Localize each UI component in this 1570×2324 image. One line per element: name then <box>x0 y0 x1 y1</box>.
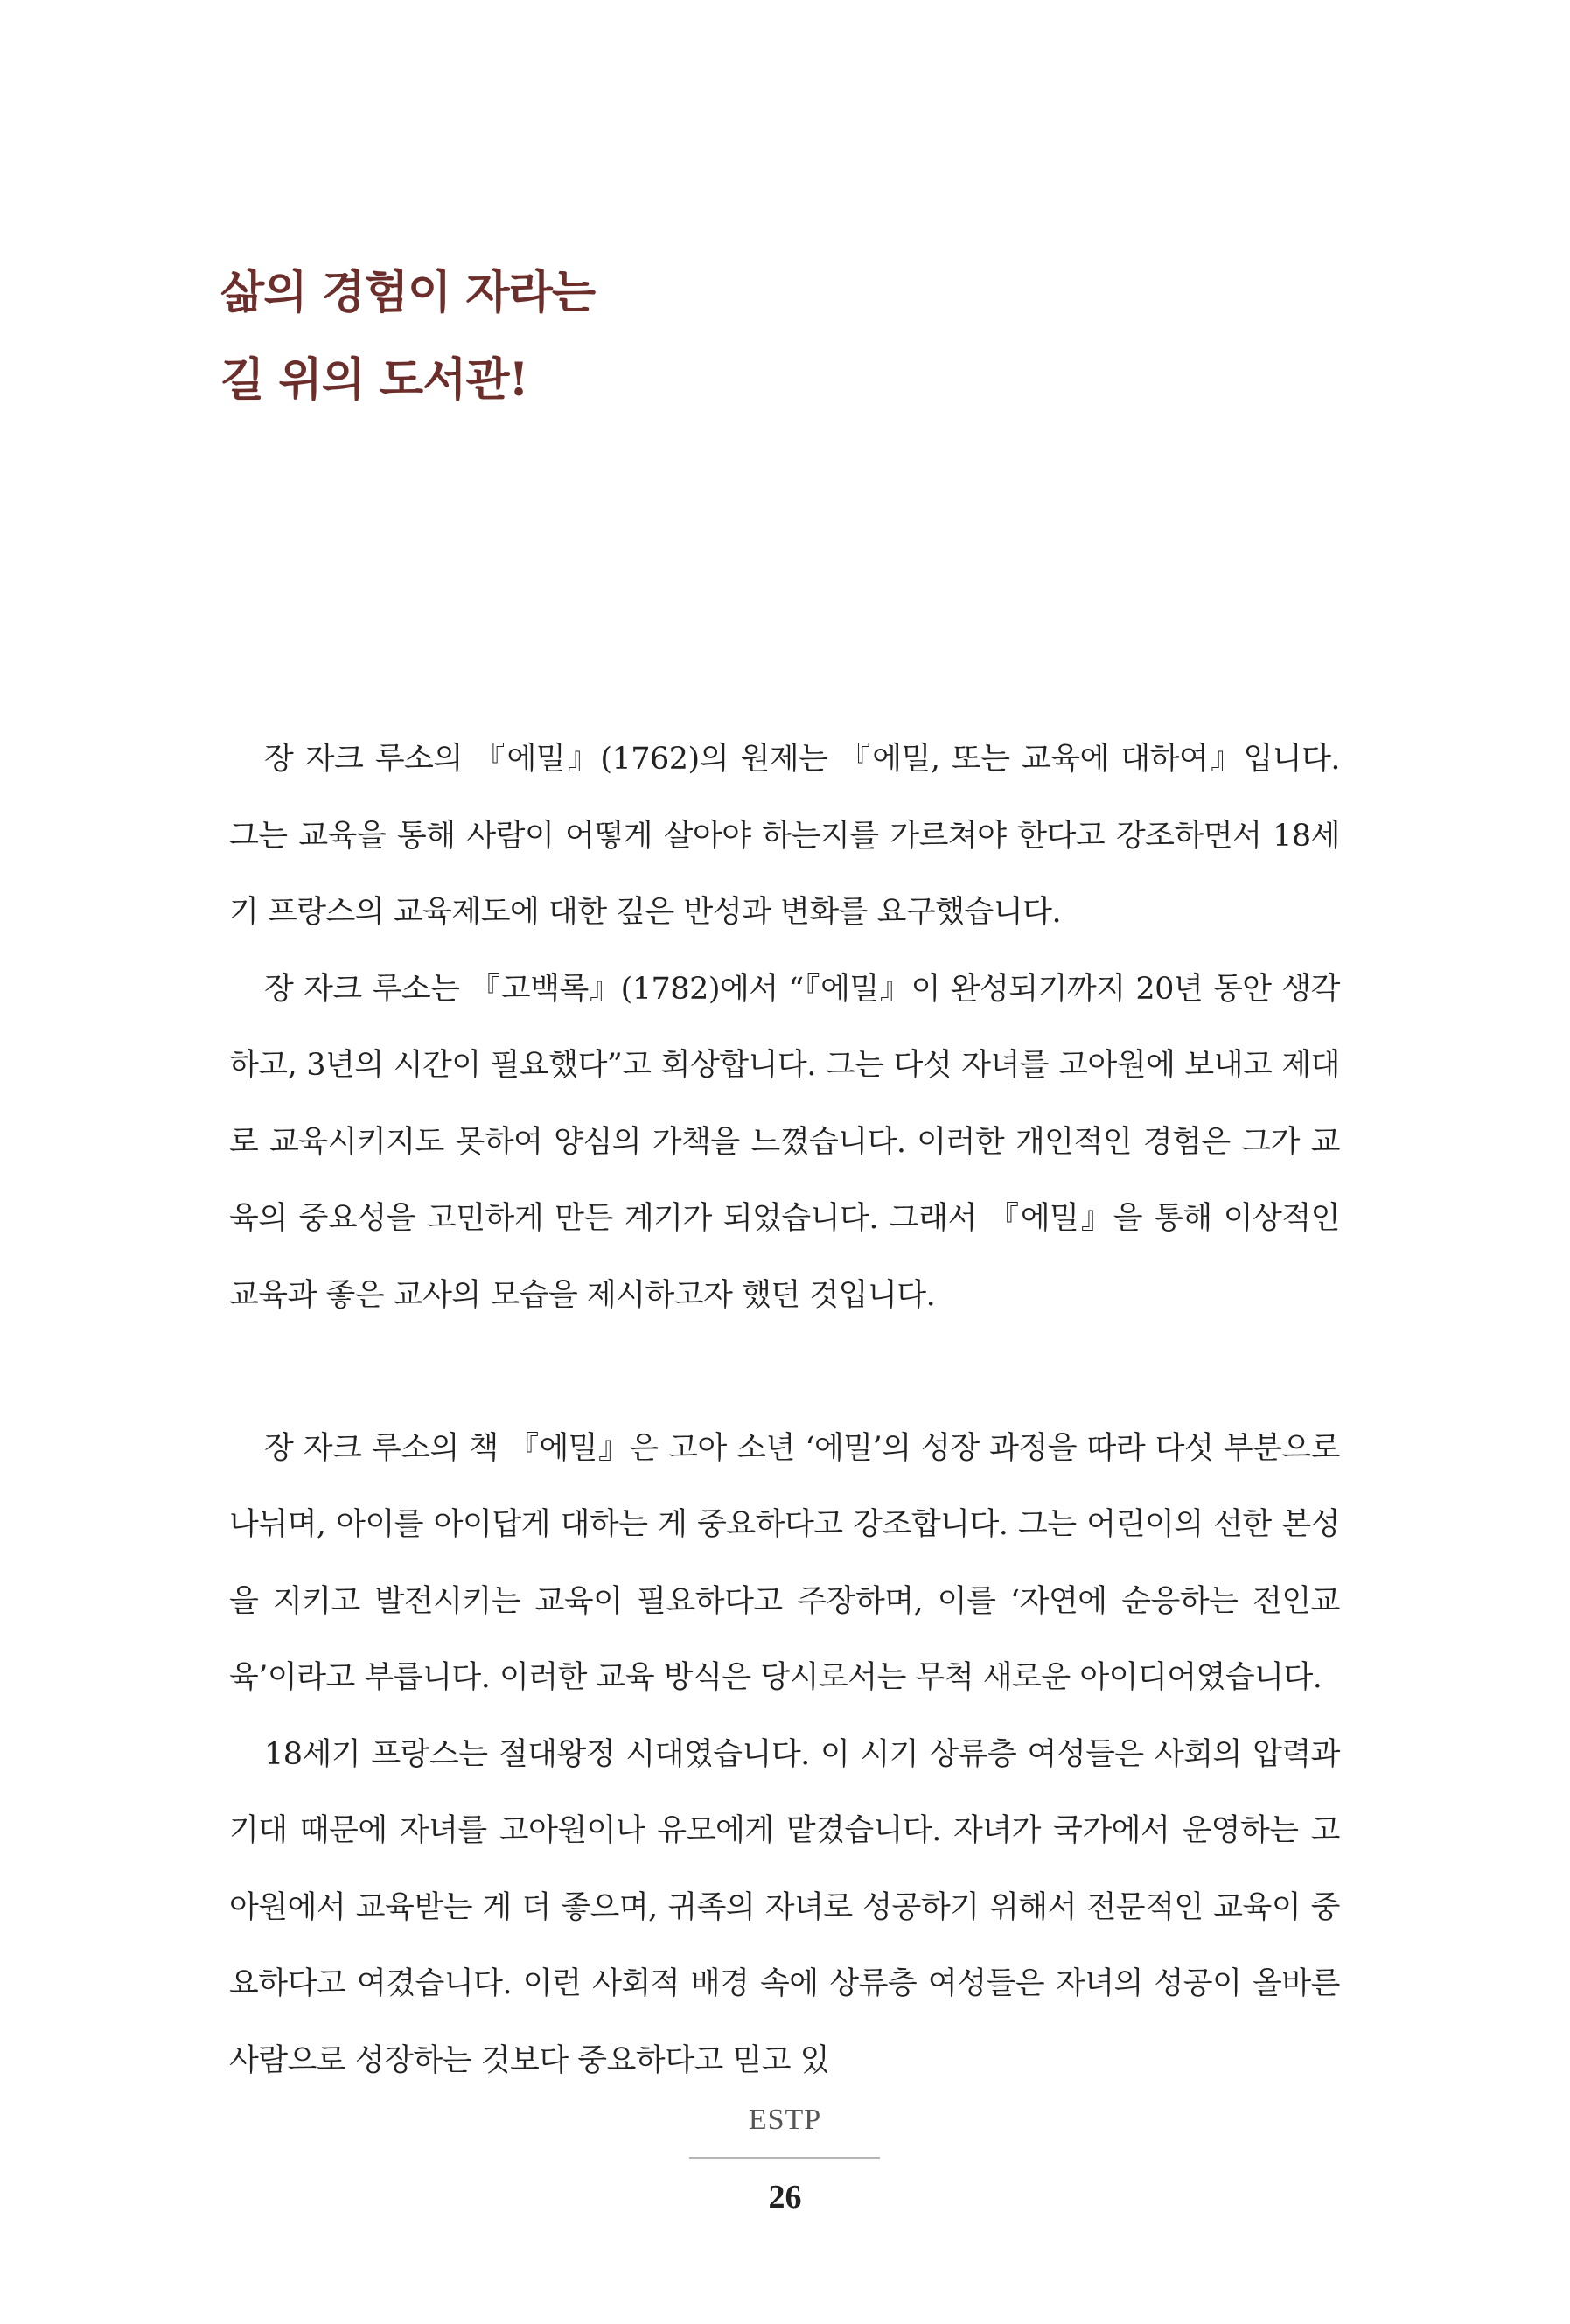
paragraph-4: 18세기 프랑스는 절대왕정 시대였습니다. 이 시기 상류층 여성들은 사회의 압력과 기대 때문에 자녀를 고아원이나 유모에게 맡겼습니다. 자녀가 국가에서 운영하는 고아원에서 교육받는 게 더 좋으며, 귀족의 자녀로 성공하기 위해서 전문적인 교육이 중요하다고 여겼습니다. 이런 사회적 배경 속에 상류층 여성들은 자녀의 성공이 올바른 사람으로 성장하는 것보다 중요하다고 믿고 있 <box>229 1736 1340 2078</box>
running-footer-label: ESTP <box>748 2104 822 2136</box>
footer-divider <box>689 2157 880 2159</box>
body-text <box>229 722 1340 2099</box>
paragraph-2: 장 자크 루소는 『고백록』(1782)에서 “『에밀』이 완성되기까지 20년 동안 생각하고, 3년의 시간이 필요했다”고 회상합니다. 그는 다섯 자녀를 고아원에 보내고 제대로 교육시키지도 못하여 양심의 가책을 느꼈습니다. 이러한 개인적인 경험은 그가 교육의 중요성을 고민하게 만든 계기가 되었습니다. 그래서 『에밀』을 통해 이상적인 교육과 좋은 교사의 모습을 제시하고자 했던 것입니다. <box>229 971 1340 1313</box>
paragraph-3: 장 자크 루소의 책 『에밀』은 고아 소년 ‘에밀’의 성장 과정을 따라 다섯 부분으로 나뉘며, 아이를 아이답게 대하는 게 중요하다고 강조합니다. 그는 어린이의 선한 본성을 지키고 발전시키는 교육이 필요하다고 주장하며, 이를 ‘자연에 순응하는 전인교육’이라고 부릅니다. 이러한 교육 방식은 당시로서는 무척 새로운 아이디어였습니다. <box>229 1430 1340 1695</box>
heading-line-1: 삶의 경험이 자라는 <box>220 266 596 319</box>
paragraph-1: 장 자크 루소의 『에밀』(1762)의 원제는 『에밀, 또는 교육에 대하여』입니다. 그는 교육을 통해 사람이 어떻게 살아야 하는지를 가르쳐야 한다고 강조하면서 18세기 프랑스의 교육제도에 대한 깊은 반성과 변화를 요구했습니다. <box>229 742 1340 930</box>
heading-line-2: 길 위의 도서관! <box>220 353 528 407</box>
page-number: 26 <box>768 2179 802 2216</box>
chapter-heading <box>220 249 595 424</box>
